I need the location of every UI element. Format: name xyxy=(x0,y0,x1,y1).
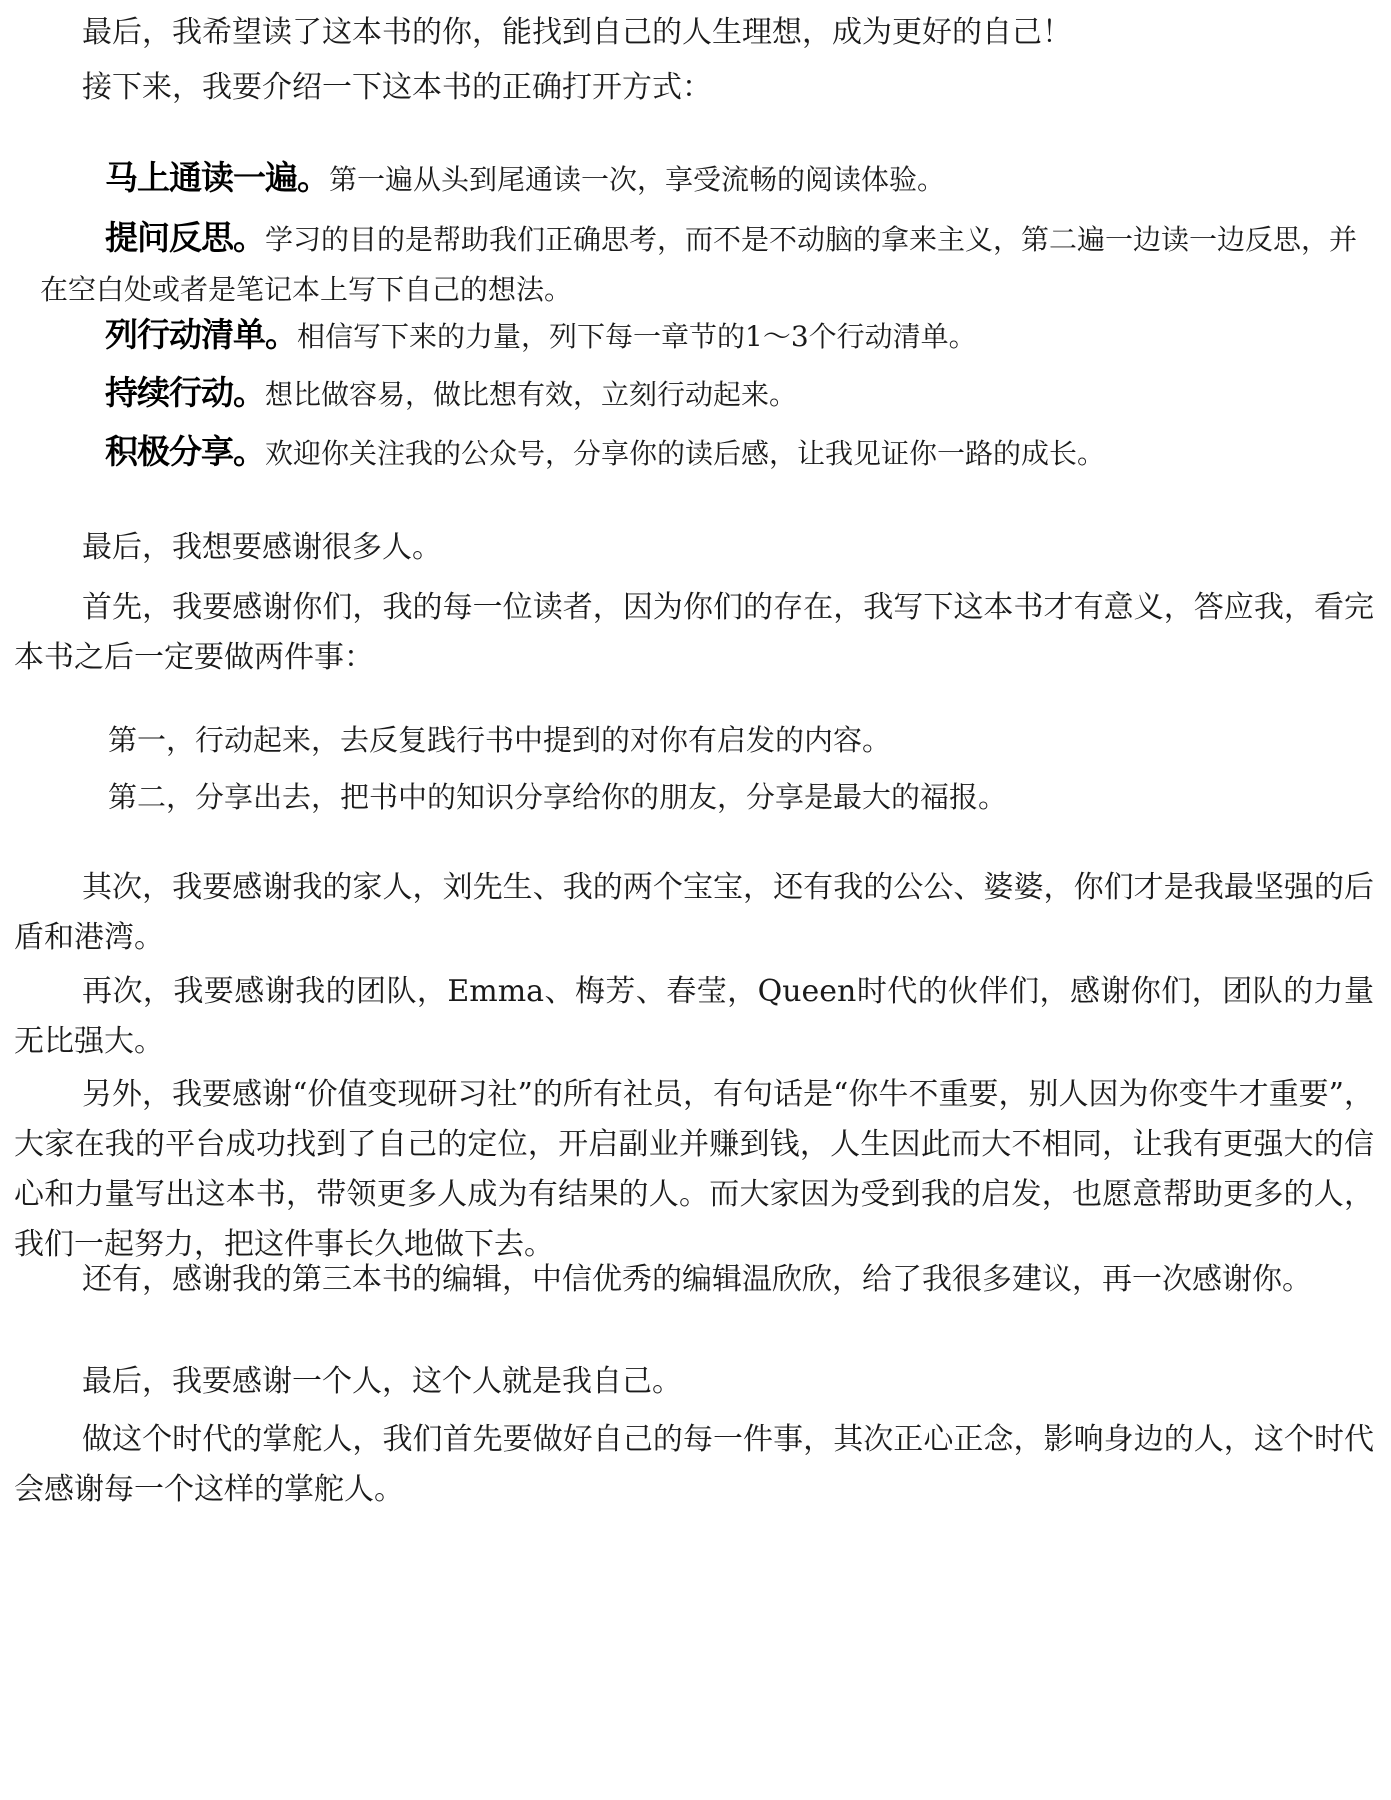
step-text: 学习的目的是帮助我们正确思考，而不是不动脑的拿来主义，第二遍一边读一边反思，并在空白处或者是笔记本上写下自己的想法。 xyxy=(40,223,1358,306)
step-read-through xyxy=(105,153,1365,205)
step-reflect xyxy=(40,213,1360,315)
thanks-self: 最后，我要感谢一个人，这个人就是我自己。 xyxy=(82,1364,682,1399)
step-text: 第一遍从头到尾通读一次，享受流畅的阅读体验。 xyxy=(329,163,946,196)
thanks-family: 其次，我要感谢我的家人，刘先生、我的两个宝宝，还有我的公公、婆婆，你们才是我最坚强的后盾和港湾。 xyxy=(14,870,1374,955)
task-item-1: 第一，行动起来，去反复践行书中提到的对你有启发的内容。 xyxy=(108,723,892,757)
step-title: 列行动清单。 xyxy=(105,315,297,354)
step-text: 想比做容易，做比想有效，立刻行动起来。 xyxy=(265,378,798,411)
task-item-2: 第二，分享出去，把书中的知识分享给你的朋友，分享是最大的福报。 xyxy=(108,780,1008,814)
step-share xyxy=(105,427,1365,479)
step-title: 提问反思。 xyxy=(105,218,265,257)
thanks-readers: 首先，我要感谢你们，我的每一位读者，因为你们的存在，我写下这本书才有意义，答应我，看完本书之后一定要做两件事： xyxy=(14,590,1374,675)
step-action-list xyxy=(105,310,1365,362)
step-title: 积极分享。 xyxy=(105,432,265,471)
step-title: 马上通读一遍。 xyxy=(105,158,329,197)
thanks-editor: 还有，感谢我的第三本书的编辑，中信优秀的编辑温欣欣，给了我很多建议，再一次感谢你。 xyxy=(82,1262,1312,1297)
closing-paragraph: 做这个时代的掌舵人，我们首先要做好自己的每一件事，其次正心正念，影响身边的人，这个时代会感谢每一个这样的掌舵人。 xyxy=(14,1422,1374,1507)
thanks-opening: 最后，我想要感谢很多人。 xyxy=(82,530,442,565)
thanks-members: 另外，我要感谢“价值变现研习社”的所有社员，有句话是“你牛不重要，别人因为你变牛才重要”，大家在我的平台成功找到了自己的定位，开启副业并赚到钱，人生因此而大不相同，让我有更强大的信心和力量写出这本书，带领更多人成为有结果的人。而大家因为受到我的启发，也愿意帮助更多的人，我们一起努力，把这件事长久地做下去。 xyxy=(14,1077,1374,1262)
howto-paragraph: 接下来，我要介绍一下这本书的正确打开方式： xyxy=(82,70,712,105)
step-keep-acting xyxy=(105,368,1365,420)
step-title: 持续行动。 xyxy=(105,373,265,412)
step-text: 相信写下来的力量，列下每一章节的1～3个行动清单。 xyxy=(297,320,977,353)
wish-paragraph: 最后，我希望读了这本书的你，能找到自己的人生理想，成为更好的自己！ xyxy=(82,15,1072,50)
step-text: 欢迎你关注我的公众号，分享你的读后感，让我见证你一路的成长。 xyxy=(265,437,1106,470)
thanks-team: 再次，我要感谢我的团队，Emma、梅芳、春莹，Queen时代的伙伴们，感谢你们，团队的力量无比强大。 xyxy=(14,974,1374,1059)
